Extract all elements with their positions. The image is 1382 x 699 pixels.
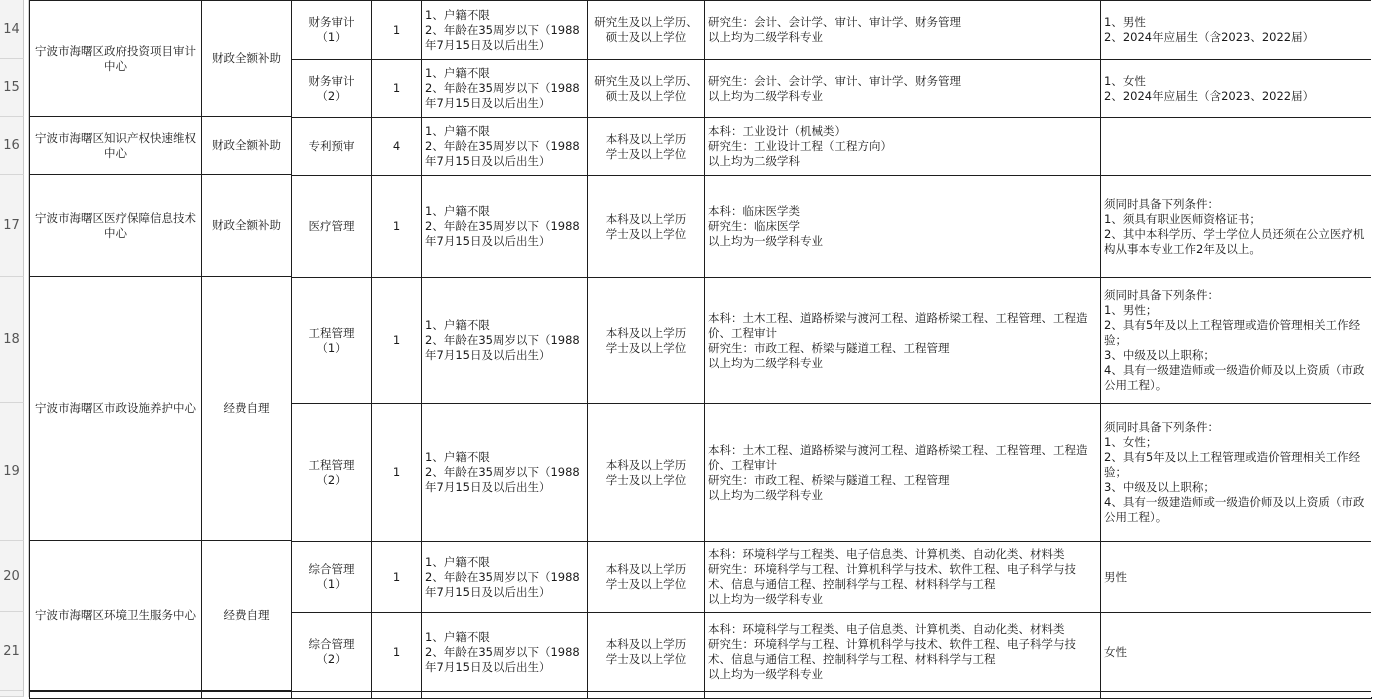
table-cell[interactable]	[291, 691, 372, 699]
table-cell[interactable]	[587, 691, 705, 699]
major-cell[interactable]: 本科：土木工程、道路桥梁与渡河工程、道路桥梁工程、工程管理、工程造价、工程审计 研究生：市政工程、桥梁与隧道工程、工程管理 以上均为二级学科专业	[704, 277, 1101, 404]
row-header-14[interactable]	[0, 0, 24, 59]
row-header-21[interactable]	[0, 612, 24, 691]
count-cell[interactable]: 1	[371, 541, 422, 613]
grid-right-margin	[1371, 0, 1382, 697]
conditions-cell[interactable]: 1、户籍不限 2、年龄在35周岁以下（1988年7月15日及以后出生）	[421, 59, 588, 118]
position-cell[interactable]: 财务审计 （2）	[291, 59, 372, 118]
count-cell[interactable]: 1	[371, 277, 422, 404]
position-cell[interactable]: 专利预审	[291, 117, 372, 176]
position-cell[interactable]: 综合管理 （2）	[291, 612, 372, 692]
count-cell[interactable]: 1	[371, 59, 422, 118]
conditions-cell[interactable]: 1、户籍不限 2、年龄在35周岁以下（1988年7月15日及以后出生）	[421, 612, 588, 692]
other-requirements-cell[interactable]: 男性	[1100, 541, 1372, 613]
count-cell[interactable]: 1	[371, 175, 422, 278]
funding-type-cell[interactable]: 财政全额补助	[201, 116, 292, 175]
education-cell[interactable]: 本科及以上学历 学士及以上学位	[587, 403, 705, 542]
position-cell[interactable]: 工程管理 （1）	[291, 277, 372, 404]
other-requirements-cell[interactable]	[1100, 117, 1372, 176]
table-cell[interactable]	[421, 691, 588, 699]
education-cell[interactable]: 研究生及以上学历、硕士及以上学位	[587, 0, 705, 60]
table-cell[interactable]	[29, 691, 202, 699]
row-header-19[interactable]	[0, 403, 24, 541]
major-cell[interactable]: 本科：环境科学与工程类、电子信息类、计算机类、自动化类、材料类 研究生：环境科学与工程、计算机科学与技术、软件工程、电子科学与技术、信息与通信工程、控制科学与工程、材料科学与工程 以上均为一级学科专业	[704, 541, 1101, 613]
count-cell[interactable]: 4	[371, 117, 422, 176]
position-cell[interactable]: 财务审计 （1）	[291, 0, 372, 60]
row-number: 17	[3, 218, 20, 233]
row-number: 14	[3, 21, 20, 37]
unit-name-cell[interactable]: 宁波市海曙区医疗保障信息技术中心	[29, 174, 202, 277]
row-number: 16	[3, 138, 20, 153]
count-cell[interactable]: 1	[371, 612, 422, 692]
row-number: 19	[3, 464, 20, 479]
education-cell[interactable]: 本科及以上学历 学士及以上学位	[587, 541, 705, 613]
row-number: 20	[3, 568, 20, 584]
position-cell[interactable]: 工程管理 （2）	[291, 403, 372, 542]
row-header-17[interactable]	[0, 175, 24, 277]
unit-name-cell[interactable]: 宁波市海曙区市政设施养护中心	[29, 276, 202, 541]
other-requirements-cell[interactable]: 须同时具备下列条件： 1、女性； 2、具有5年及以上工程管理或造价管理相关工作经验； 3、中级及以上职称； 4、具有一级建造师或一级造价师及以上资质（市政公用工程）。	[1100, 403, 1372, 542]
table-cell[interactable]	[371, 691, 422, 699]
other-requirements-cell[interactable]: 女性	[1100, 612, 1372, 692]
funding-type-cell[interactable]: 财政全额补助	[201, 0, 292, 117]
conditions-cell[interactable]: 1、户籍不限 2、年龄在35周岁以下（1988年7月15日及以后出生）	[421, 0, 588, 60]
funding-type-cell[interactable]: 经费自理	[201, 276, 292, 541]
education-cell[interactable]: 研究生及以上学历、硕士及以上学位	[587, 59, 705, 118]
row-number: 18	[3, 332, 20, 347]
row-number: 15	[3, 80, 20, 95]
major-cell[interactable]: 本科：工业设计（机械类） 研究生：工业设计工程（工程方向） 以上均为二级学科	[704, 117, 1101, 176]
row-number: 21	[3, 643, 20, 659]
table-cell[interactable]	[1100, 691, 1372, 699]
major-cell[interactable]: 本科：环境科学与工程类、电子信息类、计算机类、自动化类、材料类 研究生：环境科学与工程、计算机科学与技术、软件工程、电子科学与技术、信息与通信工程、控制科学与工程、材料科学与工程 以上均为一级学科专业	[704, 612, 1101, 692]
unit-name-cell[interactable]: 宁波市海曙区知识产权快速维权中心	[29, 116, 202, 175]
conditions-cell[interactable]: 1、户籍不限 2、年龄在35周岁以下（1988年7月15日及以后出生）	[421, 541, 588, 613]
other-requirements-cell[interactable]: 1、女性 2、2024年应届生（含2023、2022届）	[1100, 59, 1372, 118]
major-cell[interactable]: 本科：土木工程、道路桥梁与渡河工程、道路桥梁工程、工程管理、工程造价、工程审计 研究生：市政工程、桥梁与隧道工程、工程管理 以上均为二级学科专业	[704, 403, 1101, 542]
major-cell[interactable]: 研究生：会计、会计学、审计、审计学、财务管理 以上均为二级学科专业	[704, 59, 1101, 118]
major-cell[interactable]: 研究生：会计、会计学、审计、审计学、财务管理 以上均为二级学科专业	[704, 0, 1101, 60]
row-header-22[interactable]	[0, 691, 24, 697]
count-cell[interactable]: 1	[371, 403, 422, 542]
conditions-cell[interactable]: 1、户籍不限 2、年龄在35周岁以下（1988年7月15日及以后出生）	[421, 117, 588, 176]
other-requirements-cell[interactable]: 1、男性 2、2024年应届生（含2023、2022届）	[1100, 0, 1372, 60]
funding-type-cell[interactable]: 财政全额补助	[201, 174, 292, 277]
education-cell[interactable]: 本科及以上学历 学士及以上学位	[587, 277, 705, 404]
row-header-16[interactable]	[0, 117, 24, 175]
row-header-20[interactable]	[0, 541, 24, 612]
count-cell[interactable]: 1	[371, 0, 422, 60]
major-cell[interactable]: 本科：临床医学类 研究生：临床医学 以上均为一级学科专业	[704, 175, 1101, 278]
table-cell[interactable]	[704, 691, 1101, 699]
conditions-cell[interactable]: 1、户籍不限 2、年龄在35周岁以下（1988年7月15日及以后出生）	[421, 175, 588, 278]
conditions-cell[interactable]: 1、户籍不限 2、年龄在35周岁以下（1988年7月15日及以后出生）	[421, 403, 588, 542]
position-cell[interactable]: 综合管理 （1）	[291, 541, 372, 613]
unit-name-cell[interactable]: 宁波市海曙区环境卫生服务中心	[29, 540, 202, 691]
other-requirements-cell[interactable]: 须同时具备下列条件： 1、男性； 2、具有5年及以上工程管理或造价管理相关工作经验； 3、中级及以上职称； 4、具有一级建造师或一级造价师及以上资质（市政公用工程）。	[1100, 277, 1372, 404]
position-cell[interactable]: 医疗管理	[291, 175, 372, 278]
row-header-18[interactable]	[0, 277, 24, 403]
funding-type-cell[interactable]: 经费自理	[201, 540, 292, 691]
education-cell[interactable]: 本科及以上学历 学士及以上学位	[587, 612, 705, 692]
unit-name-cell[interactable]: 宁波市海曙区政府投资项目审计中心	[29, 0, 202, 117]
education-cell[interactable]: 本科及以上学历 学士及以上学位	[587, 175, 705, 278]
conditions-cell[interactable]: 1、户籍不限 2、年龄在35周岁以下（1988年7月15日及以后出生）	[421, 277, 588, 404]
row-header-15[interactable]	[0, 59, 24, 117]
other-requirements-cell[interactable]: 须同时具备下列条件： 1、须具有职业医师资格证书； 2、其中本科学历、学士学位人员还须在公立医疗机构从事本专业工作2年及以上。	[1100, 175, 1372, 278]
education-cell[interactable]: 本科及以上学历 学士及以上学位	[587, 117, 705, 176]
table-cell[interactable]	[201, 691, 292, 699]
